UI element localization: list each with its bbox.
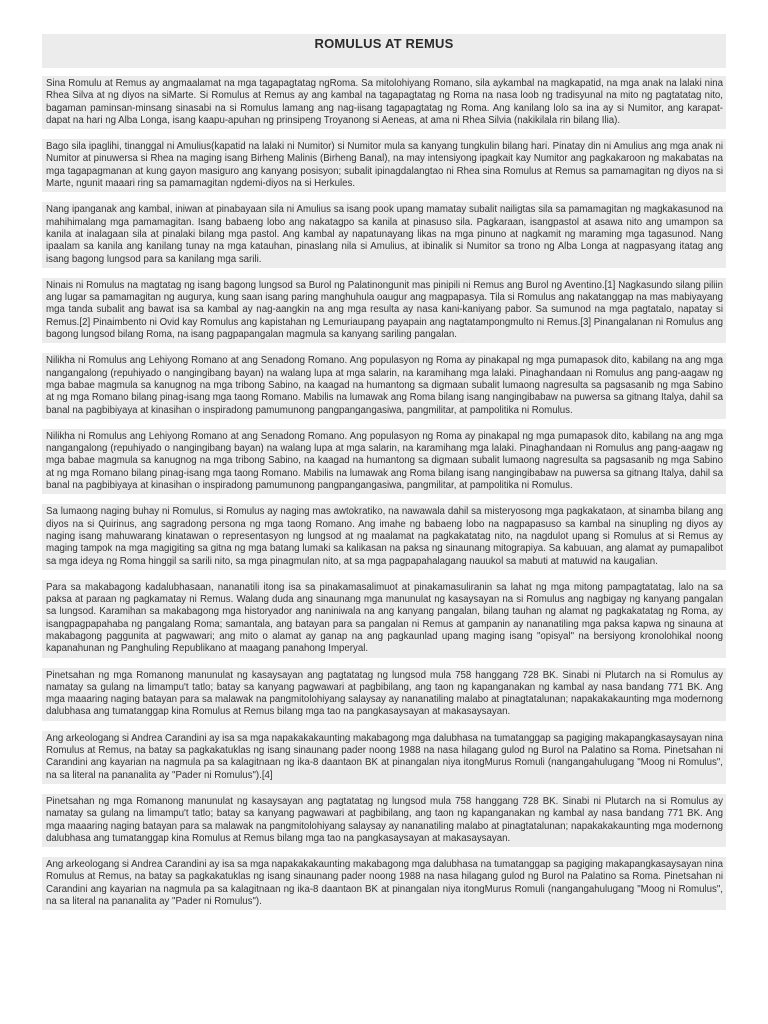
paragraph-9: Pinetsahan ng mga Romanong manunulat ng kasaysayan ang pagtatatag ng lungsod mula 758 hanggang 728 BK. Sinabi ni Plutarch na si Romulus ay namatay sa gulang na limampu't tatlo; batay sa kanyang pagwawari at pagbibilang, ang taon ng kapanganakan ng kambal ay nasa bandang 771 BK. Ang mga maaaring naging batayan para sa malawak na pangmitolohiyang salaysay ay nananatiling malabo at pinagtatalunan; napakakakaunting mga modernong dalubhasa ang tumatanggap kina Romulus at Remus bilang mga tao na pangkasaysayan at makasaysayan. <box>42 668 726 721</box>
title-band <box>42 34 726 68</box>
paragraph-8: Para sa makabagong kadalubhasaan, nananatili itong isa sa pinakamasalimuot at pinakamasuliranin sa lahat ng mga mitong pampagtatatag, lalo na sa paksa at paraan ng pagkamatay ni Remus. Walang duda ang sinaunang mga manunulat ng kasaysayan na si Romulus ang nagbigay ng kanyang pangalan sa lungsod. Karamihan sa makabagong mga historyador ang naniniwala na ang kanyang pangalan, bilang tauhan ng alamat ng pagkakatatag ng Roma, ay isangpagpapahaba ng pangalang Roma; samantala, ang batayan para sa pangalan ni Remus at gampanin ay nananatiling mga paksa kapwa ng sinauna at makabagong paggunita at pagwawari; ang mito o alamat ay ganap na ang pagkaunlad upang maging isang "opisyal" na bersiyong kronolohikal noong kapanahunan ng Panghuling Republikano at maagang panahong Imperyal. <box>42 580 726 658</box>
paragraph-1: Sina Romulu at Remus ay angmaalamat na mga tagapagtatag ngRoma. Sa mitolohiyang Romano, sila aykambal na magkapatid, na mga anak na lalaki nina Rhea Silva at ng diyos na siMarte. Si Romulus at Remus ay ang kambal na tagapagtatag ng Roma na nasa loob ng tradisyunal na mito ng pagtatatag nito, bagaman paminsan-minsang sinasabi na si Romulus lamang ang nag-iisang tagapagtatag ng Roma. Ang kanilang lolo sa ina ay si Numitor, ang karapat-dapat na hari ng Alba Longa, isang kaapu-apuhan ng prinsipeng Troyanong si Aeneas, at ama ni Rhea Silvia (nakikilala rin bilang Ilia). <box>42 76 726 129</box>
paragraph-11: Pinetsahan ng mga Romanong manunulat ng kasaysayan ang pagtatatag ng lungsod mula 758 hanggang 728 BK. Sinabi ni Plutarch na si Romulus ay namatay sa gulang na limampu't tatlo; batay sa kanyang pagwawari at pagbibilang, ang taon ng kapanganakan ng kambal ay nasa bandang 771 BK. Ang mga maaaring naging batayan para sa malawak na pangmitolohiyang salaysay ay nananatiling malabo at pinagtatalunan; napakakakaunting mga modernong dalubhasa ang tumatanggap kina Romulus at Remus bilang mga tao na pangkasaysayan at makasaysayan. <box>42 794 726 847</box>
paragraph-6: Nilikha ni Romulus ang Lehiyong Romano at ang Senadong Romano. Ang populasyon ng Roma ay pinakapal ng mga pumapasok dito, kabilang na ang mga nangangalong (repuhiyado o nangingibang bayan) na walang lupa at mga salarin, na karamihang mga lalaki. Pinaghandaan ni Romulus ang pang-aagaw ng mga babae magmula sa kanugnog na mga tribong Sabino, na kaagad na humantong sa digmaan subalit lumaong nagresulta sa pagsasanib ng mga Sabino at ng mga Romano bilang pinag-isang mga taong Romano. Mabilis na lumawak ang Roma bilang isang nangingibabaw na puwersa sa gitnang Italya, dahil sa banal na pagbibiyaya at kinasihan o inspiradong pamumunong pangpangangasiwa, pangmilitar, at pampolitika ni Romulus. <box>42 429 726 494</box>
paragraph-5: Nilikha ni Romulus ang Lehiyong Romano at ang Senadong Romano. Ang populasyon ng Roma ay pinakapal ng mga pumapasok dito, kabilang na ang mga nangangalong (repuhiyado o nangingibang bayan) na walang lupa at mga salarin, na karamihang mga lalaki. Pinaghandaan ni Romulus ang pang-aagaw ng mga babae magmula sa kanugnog na mga tribong Sabino, na kaagad na humantong sa digmaan subalit lumaong nagresulta sa pagsasanib ng mga Sabino at ng mga Romano bilang pinag-isang mga taong Romano. Mabilis na lumawak ang Roma bilang isang nangingibabaw na puwersa sa gitnang Italya, dahil sa banal na pagbibiyaya at kinasihan o inspiradong pamumunong pangpangangasiwa, pangmilitar, at pampolitika ni Romulus. <box>42 353 726 418</box>
paragraph-12: Ang arkeologang si Andrea Carandini ay isa sa mga napakakakaunting makabagong mga dalubhasa na tumatanggap sa pagiging makapangkasaysayan nina Romulus at Remus, na batay sa pagkakatuklas ng isang sinaunang pader noong 1988 na nasa hilagang gulod ng Burol na Palatino sa Roma. Pinetsahan ni Carandini ang kayarian na nagmula pa sa kalagitnaan ng ika-8 daantaon BK at pinangalan niya itongMurus Romuli (nangangahulugang "Moog ni Romulus", na sa literal na pananalita ay "Pader ni Romulus"). <box>42 857 726 910</box>
paragraph-3: Nang ipanganak ang kambal, iniwan at pinabayaan sila ni Amulius sa isang pook upang mamatay subalit nailigtas sila sa pamamagitan ng magkakasunod na mahihimalang mga pamamagitan. Isang babaeng lobo ang nakatagpo sa kanila at pinasuso sila. Pagkaraan, isangpastol at asawa nito ang umampon sa kanila at inalagaan sila at pinalaki bilang mga pastol. Ang kambal ay napatunayang likas na mga pinuno at nagkamit ng maraming mga tagasunod. Nang ipaalam sa kanila ang kanilang tunay na mga katauhan, pinaslang nila si Amulius, at ibinalik si Numitor sa trono ng Alba Longa at nagpasyang itatag ang isang bagong lungsod para sa kanilang mga sarili. <box>42 202 726 267</box>
paragraph-10: Ang arkeologang si Andrea Carandini ay isa sa mga napakakakaunting makabagong mga dalubhasa na tumatanggap sa pagiging makapangkasaysayan nina Romulus at Remus, na batay sa pagkakatuklas ng isang sinaunang pader noong 1988 na nasa hilagang gulod ng Burol na Palatino sa Roma. Pinetsahan ni Carandini ang kayarian na nagmula pa sa kalagitnaan ng ika-8 daantaon BK at pinangalan niya itongMurus Romuli (nangangahulugang "Moog ni Romulus", na sa literal na pananalita ay "Pader ni Romulus").[4] <box>42 731 726 784</box>
document-title: ROMULUS AT REMUS <box>314 36 454 51</box>
paragraph-4: Ninais ni Romulus na magtatag ng isang bagong lungsod sa Burol ng Palatinongunit mas pinipili ni Remus ang Burol ng Aventino.[1] Nagkasundo silang piliin ang lugar sa pamamagitan ng augurya, kung saan isang paring manghuhula oaugur ang magpapasya. Tila si Romulus ang nakatanggap na mas mabiyayang mga tanda subalit ang bawat isa sa kambal ay nag-aangkin na ang mga resulta ay nasa kani-kaniyang pabor. Sa sumunod na mga pagtatalo, napatay si Remus.[2] Pinaimbento ni Ovid kay Romulus ang kapistahan ng Lemuriaupang payapain ang nagtatampongmulto ni Remus.[3] Pinangalanan ni Romulus ang bagong lungsod bilang Roma, na isang pagpapangalan magmula sa kanyang sariling pangalan. <box>42 278 726 343</box>
paragraph-7: Sa lumaong naging buhay ni Romulus, si Romulus ay naging mas awtokratiko, na nawawala dahil sa misteryosong mga pagkakataon, at sinamba bilang ang diyos na si Quirinus, ang sagradong persona ng mga taong Romano. Ang imahe ng babaeng lobo na nagpapasuso sa kambal na sinupling ng diyos ay naging isang mahuwarang kinatawan o representasyon ng lungsod at ng maalamat na pagkakatatag nito, na nagdulot upang si Romulus at si Remus ay maging tampok na mga magigiting sa gitna ng mga batang lumaki sa kalikasan na paksa ng sinaunang mitograpiya. Sa kabuuan, ang alamat ay pumapalibot sa mga ideya ng Roma hinggil sa sarili nito, sa mga pinagmulan nito, at sa mga pagpapahalagang nauukol sa mabuti at matuwid na kaugalian. <box>42 504 726 569</box>
paragraph-2: Bago sila ipaglihi, tinanggal ni Amulius(kapatid na lalaki ni Numitor) si Numitor mula sa kanyang tungkulin bilang hari. Pinatay din ni Amulius ang mga anak ni Numitor at pinuwersa si Rhea na maging isang Birheng Malinis (Birheng Banal), na may intensiyong ipagkait kay Numitor ang pagkakaroon ng makabatas na mga tagapagmanan at kung gayon masiguro ang kanyang posisyon; subalit ipinagdalangtao ni Rhea sina Romulus at Remus sa pamamagitan ng diyos na si Marte, ngunit maaari ring sa pamamagitan ngdemi-diyos na si Herkules. <box>42 139 726 192</box>
document-page <box>42 34 726 920</box>
